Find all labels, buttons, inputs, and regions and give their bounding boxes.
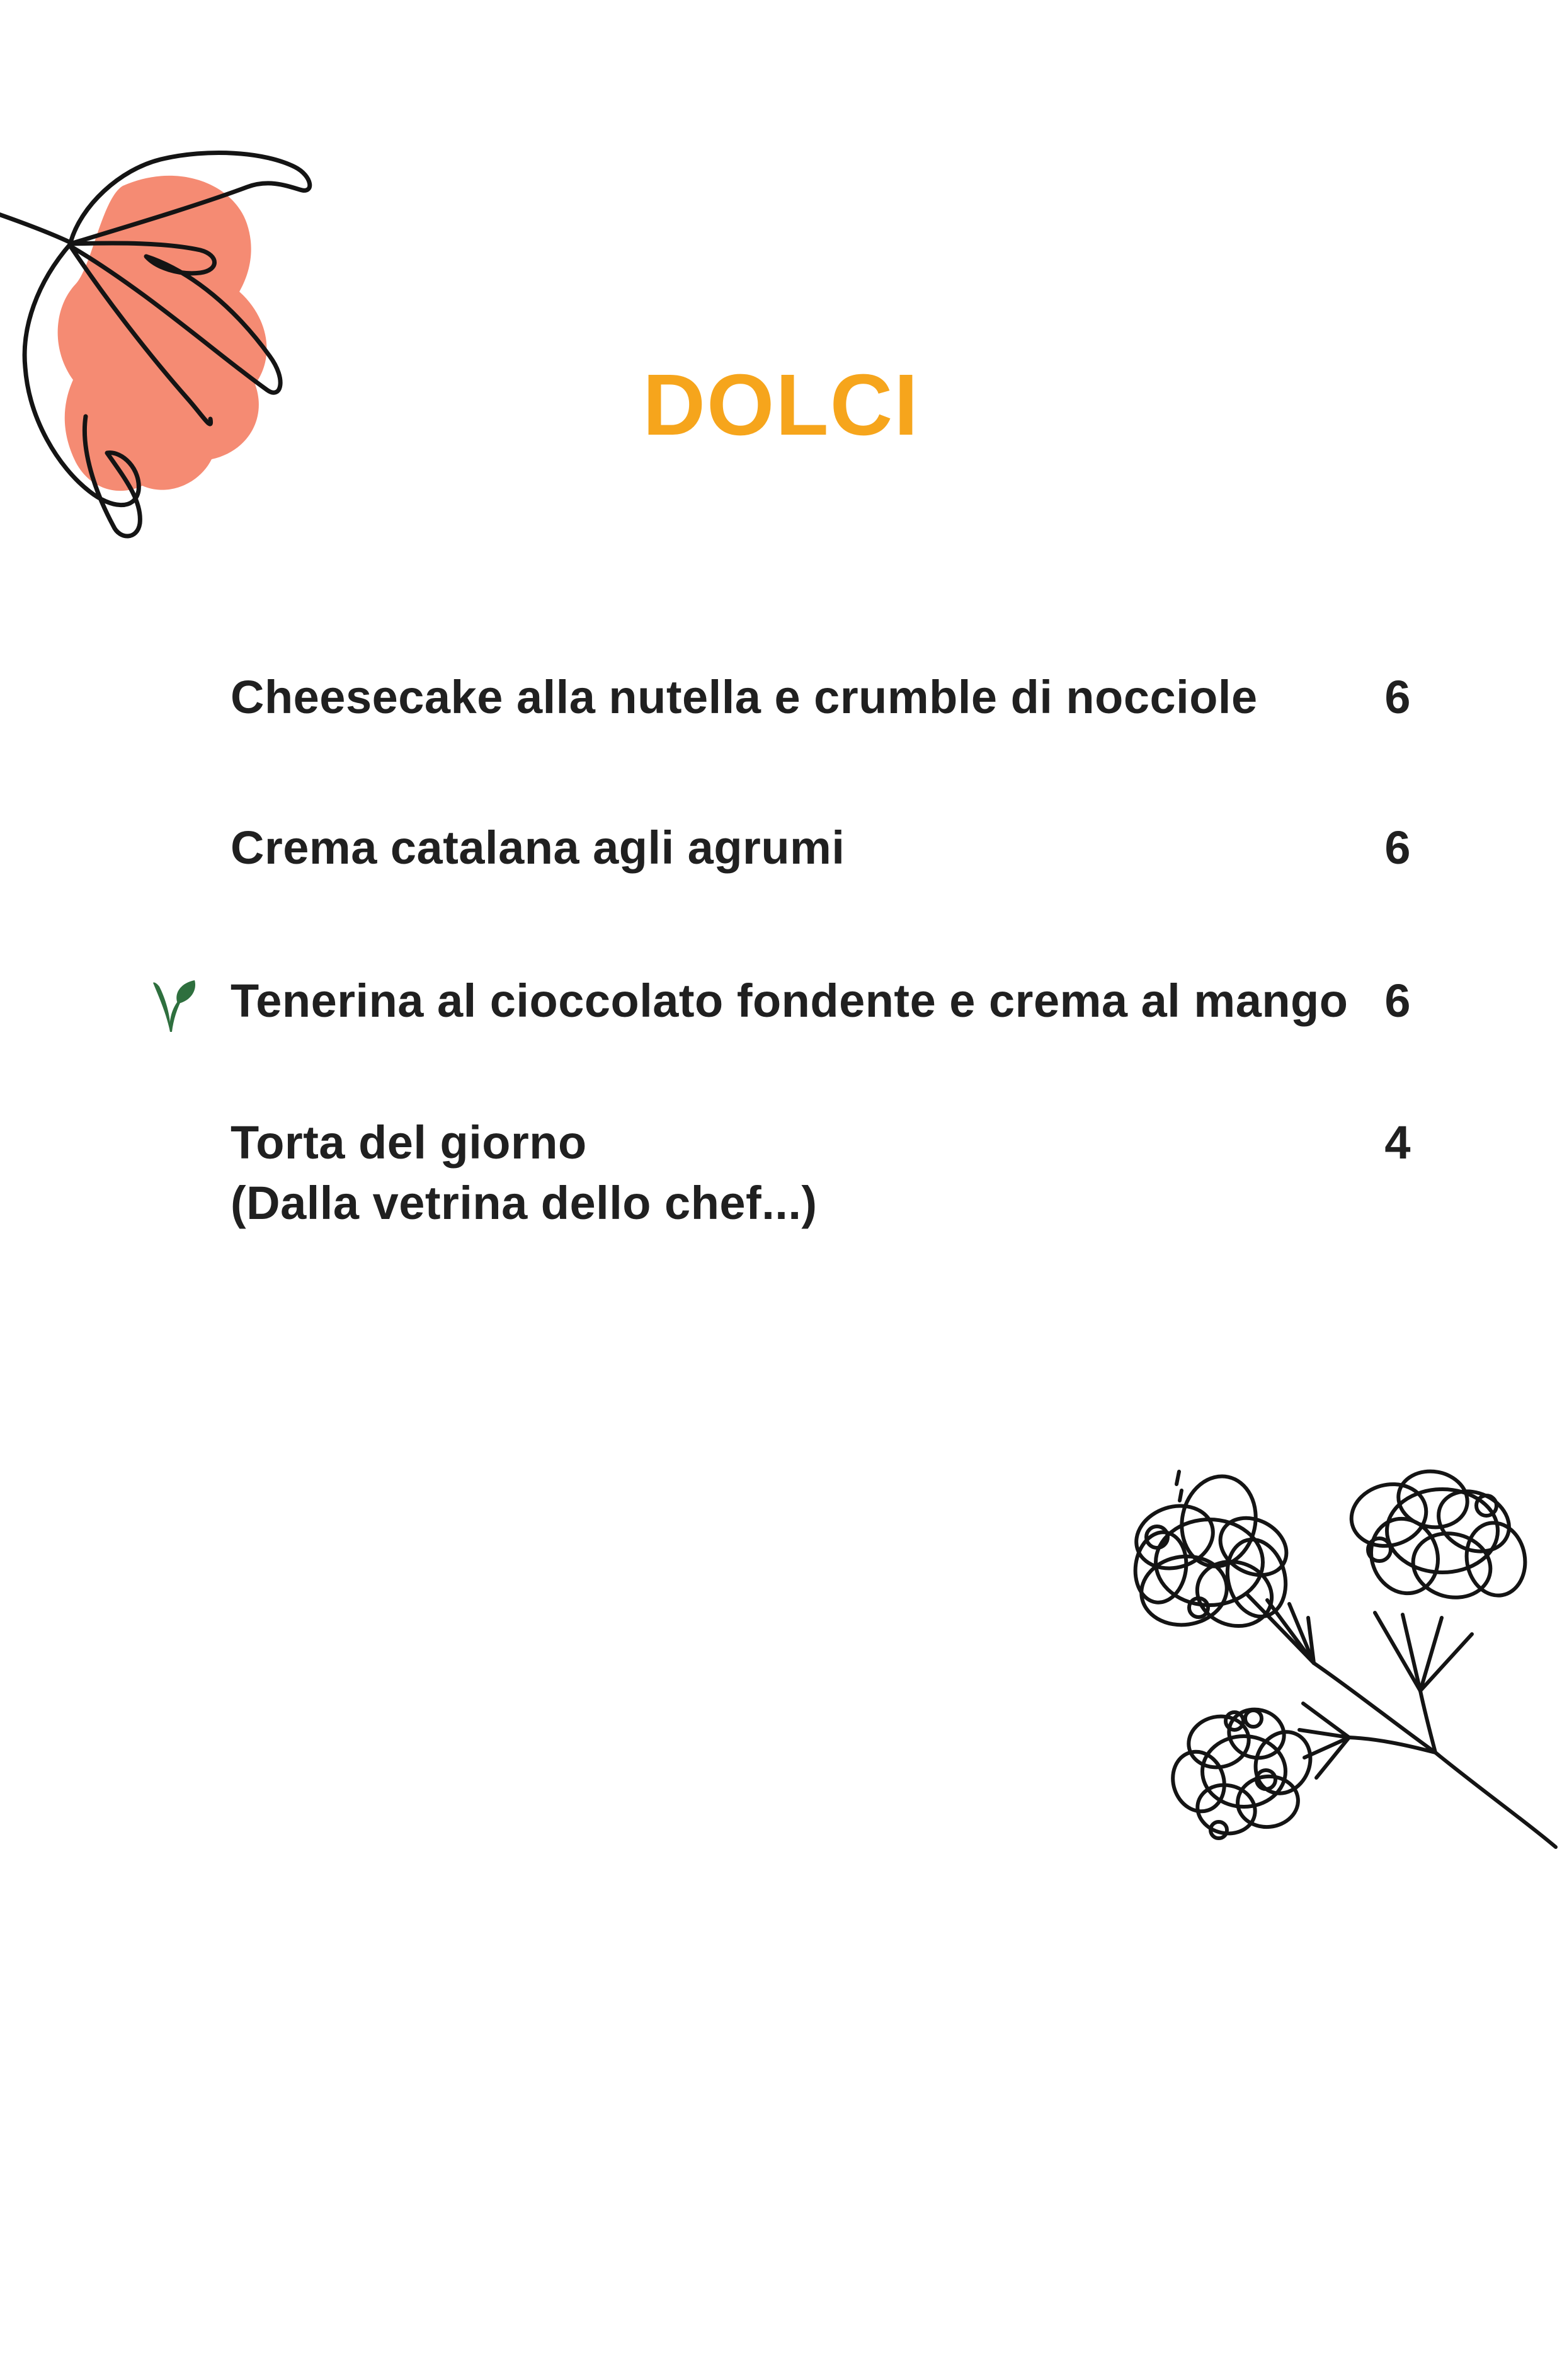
menu-item-subtitle: (Dalla vetrina dello chef...) (231, 1177, 818, 1230)
menu-item-name: Torta del giorno (231, 1116, 587, 1169)
menu-item-row (231, 1113, 1411, 1233)
vegan-sprout-icon (150, 980, 202, 1036)
page-title: DOLCI (642, 357, 920, 454)
menu-item-row (231, 667, 1411, 728)
menu-item-name: Tenerina al cioccolato fondente e crema al mango (231, 975, 1348, 1027)
scribble-bloom (1128, 1470, 1296, 1636)
menu-item-price: 6 (1384, 671, 1411, 723)
menu-item-price: 4 (1384, 1116, 1411, 1169)
menu-item-price: 6 (1384, 975, 1411, 1027)
scribble-bloom (1165, 1703, 1320, 1838)
menu-item-name: Crema catalana agli agrumi (231, 821, 845, 874)
menu-item-price: 6 (1384, 821, 1411, 874)
menu-item-row (231, 818, 1411, 878)
leaf-line-art-illustration (0, 148, 328, 564)
menu-item-name: Cheesecake alla nutella e crumble di nocciole (231, 671, 1258, 723)
menu-item-row (231, 971, 1411, 1031)
flower-scribble-illustration (1118, 1462, 1559, 1902)
scribble-bloom (1345, 1466, 1531, 1605)
